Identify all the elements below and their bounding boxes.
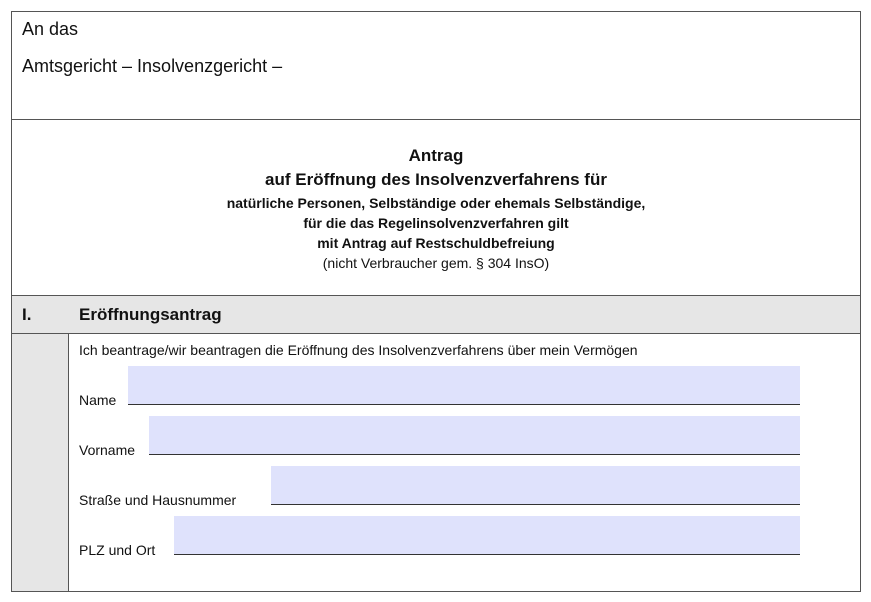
section-margin-column <box>12 334 69 591</box>
form-title-block <box>12 120 860 296</box>
form-scope-line-1: natürliche Personen, Selbständige oder ehemals Selbständige, <box>226 195 646 211</box>
addressee-court: Amtsgericht – Insolvenzgericht – <box>22 56 283 76</box>
name-field[interactable] <box>128 366 800 405</box>
form-scope-note: (nicht Verbraucher gem. § 304 InsO) <box>322 255 550 271</box>
addressee-line-1: An das <box>22 19 79 39</box>
section-intro-text: Ich beantrage/wir beantragen die Eröffnung des Insolvenzverfahrens über mein Vermögen <box>79 342 638 358</box>
name-label: Name <box>79 392 117 408</box>
application-form <box>11 11 861 592</box>
street-label: Straße und Hausnummer <box>79 492 237 508</box>
vorname-field[interactable] <box>149 416 800 455</box>
vorname-label: Vorname <box>79 442 136 458</box>
street-field[interactable] <box>271 466 800 505</box>
postcode-city-label: PLZ und Ort <box>79 542 156 558</box>
form-scope-line-3: mit Antrag auf Restschuldbefreiung <box>317 235 555 251</box>
section-number: I. <box>22 305 32 324</box>
addressee-block <box>12 12 860 120</box>
form-scope-line-2: für die das Regelinsolvenzverfahren gilt <box>303 215 569 231</box>
form-subtitle: auf Eröffnung des Insolvenzverfahrens für <box>265 170 607 189</box>
section-title: Eröffnungsantrag <box>79 305 222 324</box>
section-header <box>12 296 860 334</box>
postcode-city-field[interactable] <box>174 516 800 555</box>
form-title: Antrag <box>408 146 464 165</box>
